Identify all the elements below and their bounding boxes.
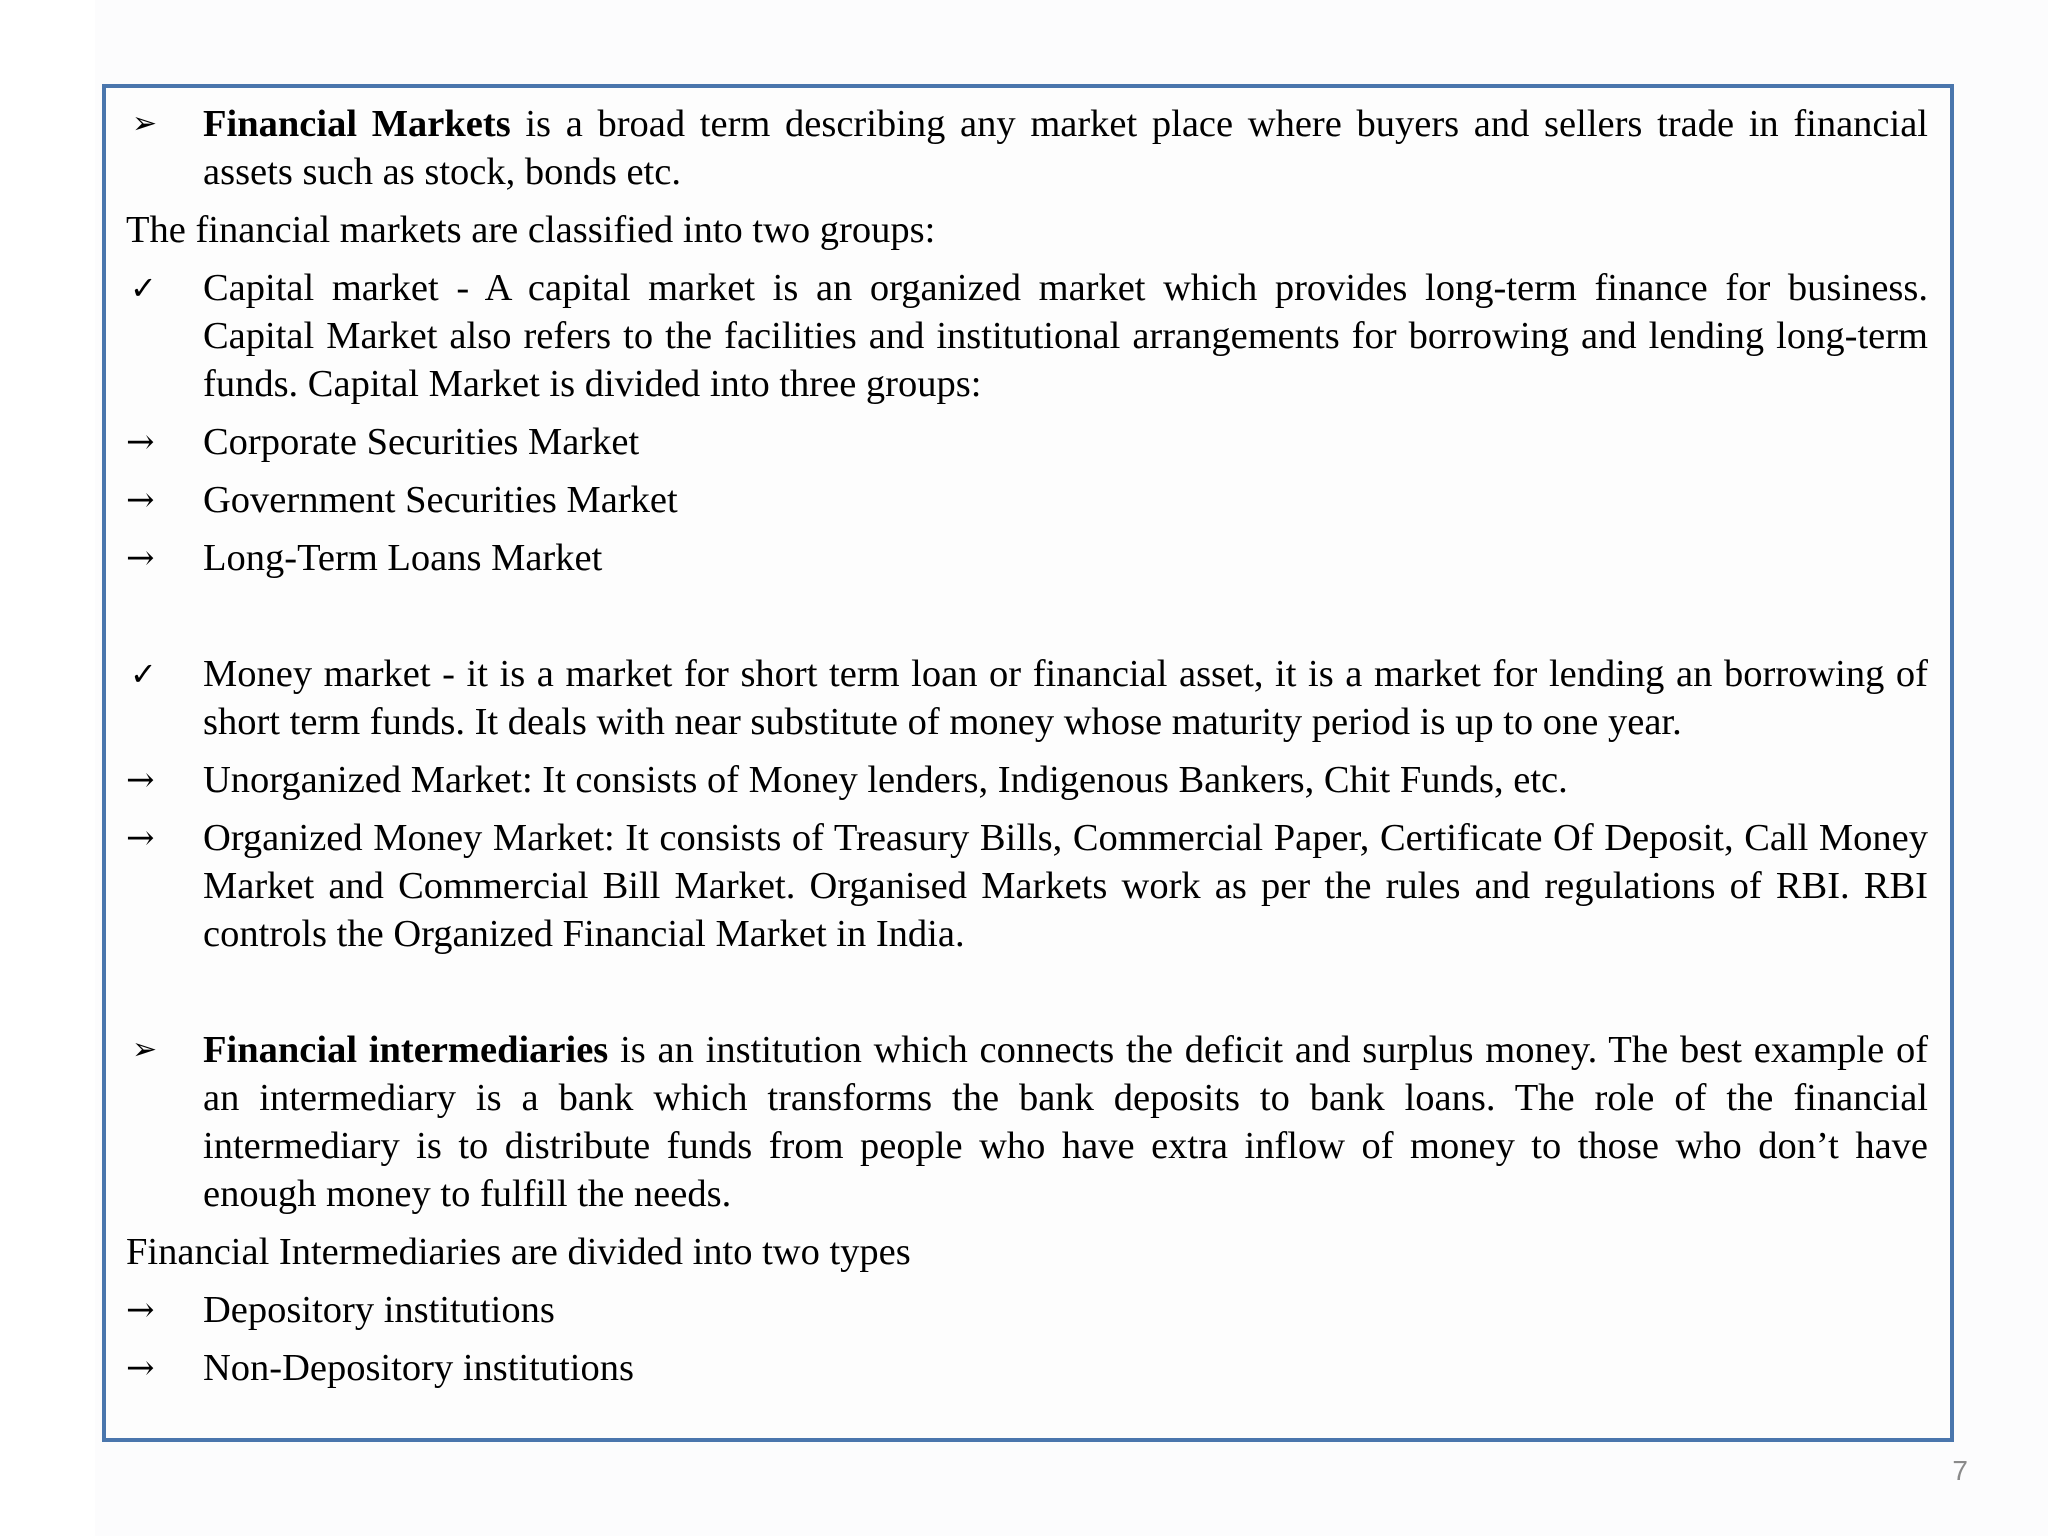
capital-group-label: Corporate Securities Market xyxy=(203,421,640,463)
financial-intermediaries-text xyxy=(203,1026,1928,1218)
intermediary-type-label: Depository institutions xyxy=(203,1289,555,1331)
capital-market-text: Capital market - A capital market is an organized market which provides long-term finance for business. Capital Market also refers to the facilities and institutional arrangements for borrowing and lending long-term funds. Capital Market is divided into three groups: xyxy=(203,267,1928,405)
money-market-item-text: Organized Money Market: It consists of Treasury Bills, Commercial Paper, Certificate Of Deposit, Call Money Market and Commercial Bill Market. Organised Markets work as per the rules and regulations of RBI. RBI controls the Organized Financial Market in India. xyxy=(203,817,1928,955)
arrow-bullet-icon: → xyxy=(126,1348,155,1388)
spacer xyxy=(126,592,1928,650)
content-box xyxy=(102,84,1954,1442)
arrow-bullet-icon: → xyxy=(126,1290,155,1330)
arrow-bullet-icon: → xyxy=(126,760,155,800)
intermediary-type-item xyxy=(126,1344,1928,1392)
capital-group-label: Long-Term Loans Market xyxy=(203,537,603,579)
capital-group-label: Government Securities Market xyxy=(203,479,678,521)
intermediary-type-item xyxy=(126,1286,1928,1334)
financial-markets-term: Financial Markets xyxy=(203,103,511,145)
money-market-item xyxy=(126,814,1928,958)
arrow-bullet-icon: → xyxy=(126,422,155,462)
financial-intermediaries-entry xyxy=(126,1026,1928,1218)
financial-markets-entry xyxy=(126,100,1928,196)
capital-group-item xyxy=(126,476,1928,524)
page-number: 7 xyxy=(1952,1455,1968,1486)
arrowhead-bullet-icon: ➢ xyxy=(132,1032,158,1067)
capital-group-item xyxy=(126,534,1928,582)
financial-intermediaries-term: Financial intermediaries xyxy=(203,1029,609,1071)
financial-markets-definition: is a broad term describing any market place where buyers and sellers trade in financial assets such as stock, bonds etc. xyxy=(203,103,1928,193)
capital-group-item xyxy=(126,418,1928,466)
intermediary-type-label: Non-Depository institutions xyxy=(203,1347,634,1389)
financial-intermediaries-definition: is an institution which connects the deficit and surplus money. The best example of an intermediary is a bank which transforms the bank deposits to bank loans. The role of the financial intermediary is to distribute funds from people who have extra inflow of money to those who don’t have enough money to fulfill the needs. xyxy=(203,1029,1929,1215)
money-market-item xyxy=(126,756,1928,804)
arrow-bullet-icon: → xyxy=(126,538,155,578)
financial-markets-text xyxy=(203,100,1928,196)
arrowhead-bullet-icon: ➢ xyxy=(132,106,158,141)
arrow-bullet-icon: → xyxy=(126,818,155,858)
checkmark-bullet-icon: ✓ xyxy=(130,269,157,307)
checkmark-bullet-icon: ✓ xyxy=(130,655,157,693)
capital-market-entry xyxy=(126,264,1928,408)
money-market-entry xyxy=(126,650,1928,746)
classification-intro: The financial markets are classified into two groups: xyxy=(126,209,936,251)
money-market-text: Money market - it is a market for short term loan or financial asset, it is a market for lending an borrowing of short term funds. It deals with near substitute of money whose maturity period is up to one year. xyxy=(203,653,1928,743)
arrow-bullet-icon: → xyxy=(126,480,155,520)
intermediaries-intro: Financial Intermediaries are divided into two types xyxy=(126,1231,911,1273)
spacer xyxy=(126,968,1928,1026)
money-market-item-text: Unorganized Market: It consists of Money lenders, Indigenous Bankers, Chit Funds, etc. xyxy=(203,759,1568,801)
